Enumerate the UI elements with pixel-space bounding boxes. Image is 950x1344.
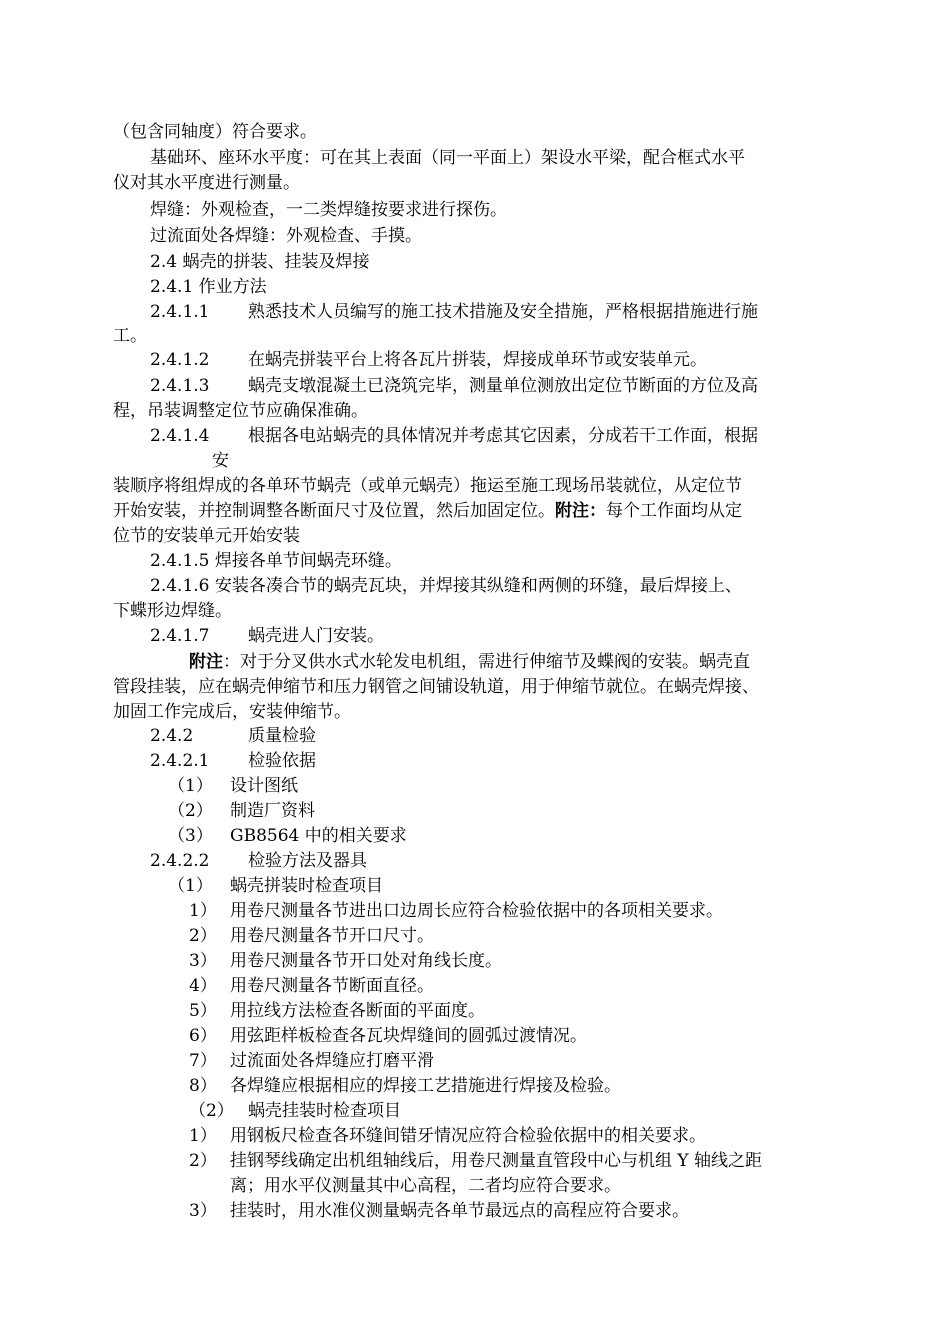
text-run: 每个工作面均从定 (606, 501, 742, 521)
list-marker: 4） (189, 976, 217, 996)
list-marker: 5） (189, 1001, 217, 1021)
text-line: （包含同轴度）符合要求。 (113, 122, 317, 142)
list-item: 各焊缝应根据相应的焊接工艺措施进行焊接及检验。 (230, 1076, 621, 1096)
text-line: 装顺序将组焊成的各单环节蜗壳（或单元蜗壳）拖运至施工现场吊装就位，从定位节 (113, 476, 742, 496)
text-line: 2.4.1.5 焊接各单节间蜗壳环缝。 (150, 551, 402, 571)
list-item: 蜗壳挂装时检查项目 (248, 1101, 401, 1121)
text-line: 蜗壳支墩混凝土已浇筑完毕，测量单位测放出定位节断面的方位及高 (248, 376, 758, 396)
list-item: 挂装时，用水准仪测量蜗壳各单节最远点的高程应符合要求。 (230, 1201, 689, 1221)
clause-number: 2.4.2 (150, 726, 194, 746)
text-line: 加固工作完成后，安装伸缩节。 (113, 702, 351, 722)
list-marker: 7） (189, 1051, 217, 1071)
list-item: 离；用水平仪测量其中心高程，二者均应符合要求。 (230, 1176, 621, 1196)
text-line: 管段挂装，应在蜗壳伸缩节和压力钢管之间铺设轨道，用于伸缩节就位。在蜗壳焊接、 (113, 677, 759, 697)
subsection-heading: 质量检验 (248, 726, 316, 746)
text-line: 安 (212, 451, 229, 471)
list-item: 用卷尺测量各节开口处对角线长度。 (230, 951, 502, 971)
text-line: 工。 (113, 326, 147, 346)
list-item: 蜗壳拼装时检查项目 (230, 876, 383, 896)
list-marker: （1） (168, 776, 213, 796)
list-item: 用卷尺测量各节断面直径。 (230, 976, 434, 996)
list-marker: （2） (189, 1101, 234, 1121)
list-marker: （1） (168, 876, 213, 896)
list-marker: （2） (168, 801, 213, 821)
text-line: 根据各电站蜗壳的具体情况并考虑其它因素，分成若干工作面，根据 (248, 426, 758, 446)
text-run: ：对于分叉供水式水轮发电机组，需进行伸缩节及蝶阀的安装。蜗壳直 (223, 652, 750, 672)
list-marker: 8） (189, 1076, 217, 1096)
list-marker: （3） (168, 826, 213, 846)
list-item: 用弦距样板检查各瓦块焊缝间的圆弧过渡情况。 (230, 1026, 587, 1046)
text-line: 检验方法及器具 (248, 851, 367, 871)
list-item: 制造厂资料 (230, 801, 315, 821)
section-heading: 2.4 蜗壳的拼装、挂装及焊接 (150, 252, 370, 272)
list-item: 用卷尺测量各节进出口边周长应符合检验依据中的各项相关要求。 (230, 901, 723, 921)
clause-number: 2.4.1.4 (150, 426, 210, 446)
text-line: 蜗壳进人门安装。 (248, 626, 384, 646)
note-label: 附注： (555, 501, 606, 521)
clause-number: 2.4.2.1 (150, 751, 210, 771)
text-line: 焊缝：外观检查，一二类焊缝按要求进行探伤。 (150, 200, 507, 220)
clause-number: 2.4.1.1 (150, 302, 210, 322)
list-marker: 3） (189, 951, 217, 971)
list-item: 用卷尺测量各节开口尺寸。 (230, 926, 434, 946)
clause-number: 2.4.1.3 (150, 376, 210, 396)
list-item: 设计图纸 (230, 776, 298, 796)
text-line: 2.4.1.6 安装各凑合节的蜗壳瓦块，并焊接其纵缝和两侧的环缝，最后焊接上、 (150, 576, 742, 596)
text-run: 开始安装，并控制调整各断面尺寸及位置，然后加固定位。 (113, 501, 555, 521)
list-marker: 6） (189, 1026, 217, 1046)
list-item: 挂钢琴线确定出机组轴线后，用卷尺测量直管段中心与机组 Y 轴线之距 (230, 1151, 763, 1171)
text-line: 熟悉技术人员编写的施工技术措施及安全措施，严格根据措施进行施 (248, 302, 758, 322)
text-line: 位节的安装单元开始安装 (113, 526, 300, 546)
list-marker: 2） (189, 926, 217, 946)
subsection-heading: 2.4.1 作业方法 (150, 277, 267, 297)
list-marker: 1） (189, 1126, 217, 1146)
clause-number: 2.4.1.7 (150, 626, 210, 646)
text-line: 过流面处各焊缝：外观检查、手摸。 (150, 226, 422, 246)
list-marker: 3） (189, 1201, 217, 1221)
text-line: 在蜗壳拼装平台上将各瓦片拼装，焊接成单环节或安装单元。 (248, 350, 707, 370)
list-marker: 2） (189, 1151, 217, 1171)
clause-number: 2.4.2.2 (150, 851, 210, 871)
note-label: 附注 (189, 652, 223, 672)
clause-number: 2.4.1.2 (150, 350, 210, 370)
list-item: 过流面处各焊缝应打磨平滑 (230, 1051, 434, 1071)
text-line: 下蝶形边焊缝。 (113, 601, 232, 621)
text-line (189, 650, 750, 674)
list-item: GB8564 中的相关要求 (230, 826, 407, 846)
list-item: 用钢板尺检查各环缝间错牙情况应符合检验依据中的相关要求。 (230, 1126, 706, 1146)
text-line: 程，吊装调整定位节应确保准确。 (113, 401, 368, 421)
list-item: 用拉线方法检查各断面的平面度。 (230, 1001, 485, 1021)
text-line (113, 499, 742, 523)
text-line: 基础环、座环水平度：可在其上表面（同一平面上）架设水平梁，配合框式水平 (150, 148, 745, 168)
text-line: 仪对其水平度进行测量。 (113, 173, 300, 193)
list-marker: 1） (189, 901, 217, 921)
text-line: 检验依据 (248, 751, 316, 771)
